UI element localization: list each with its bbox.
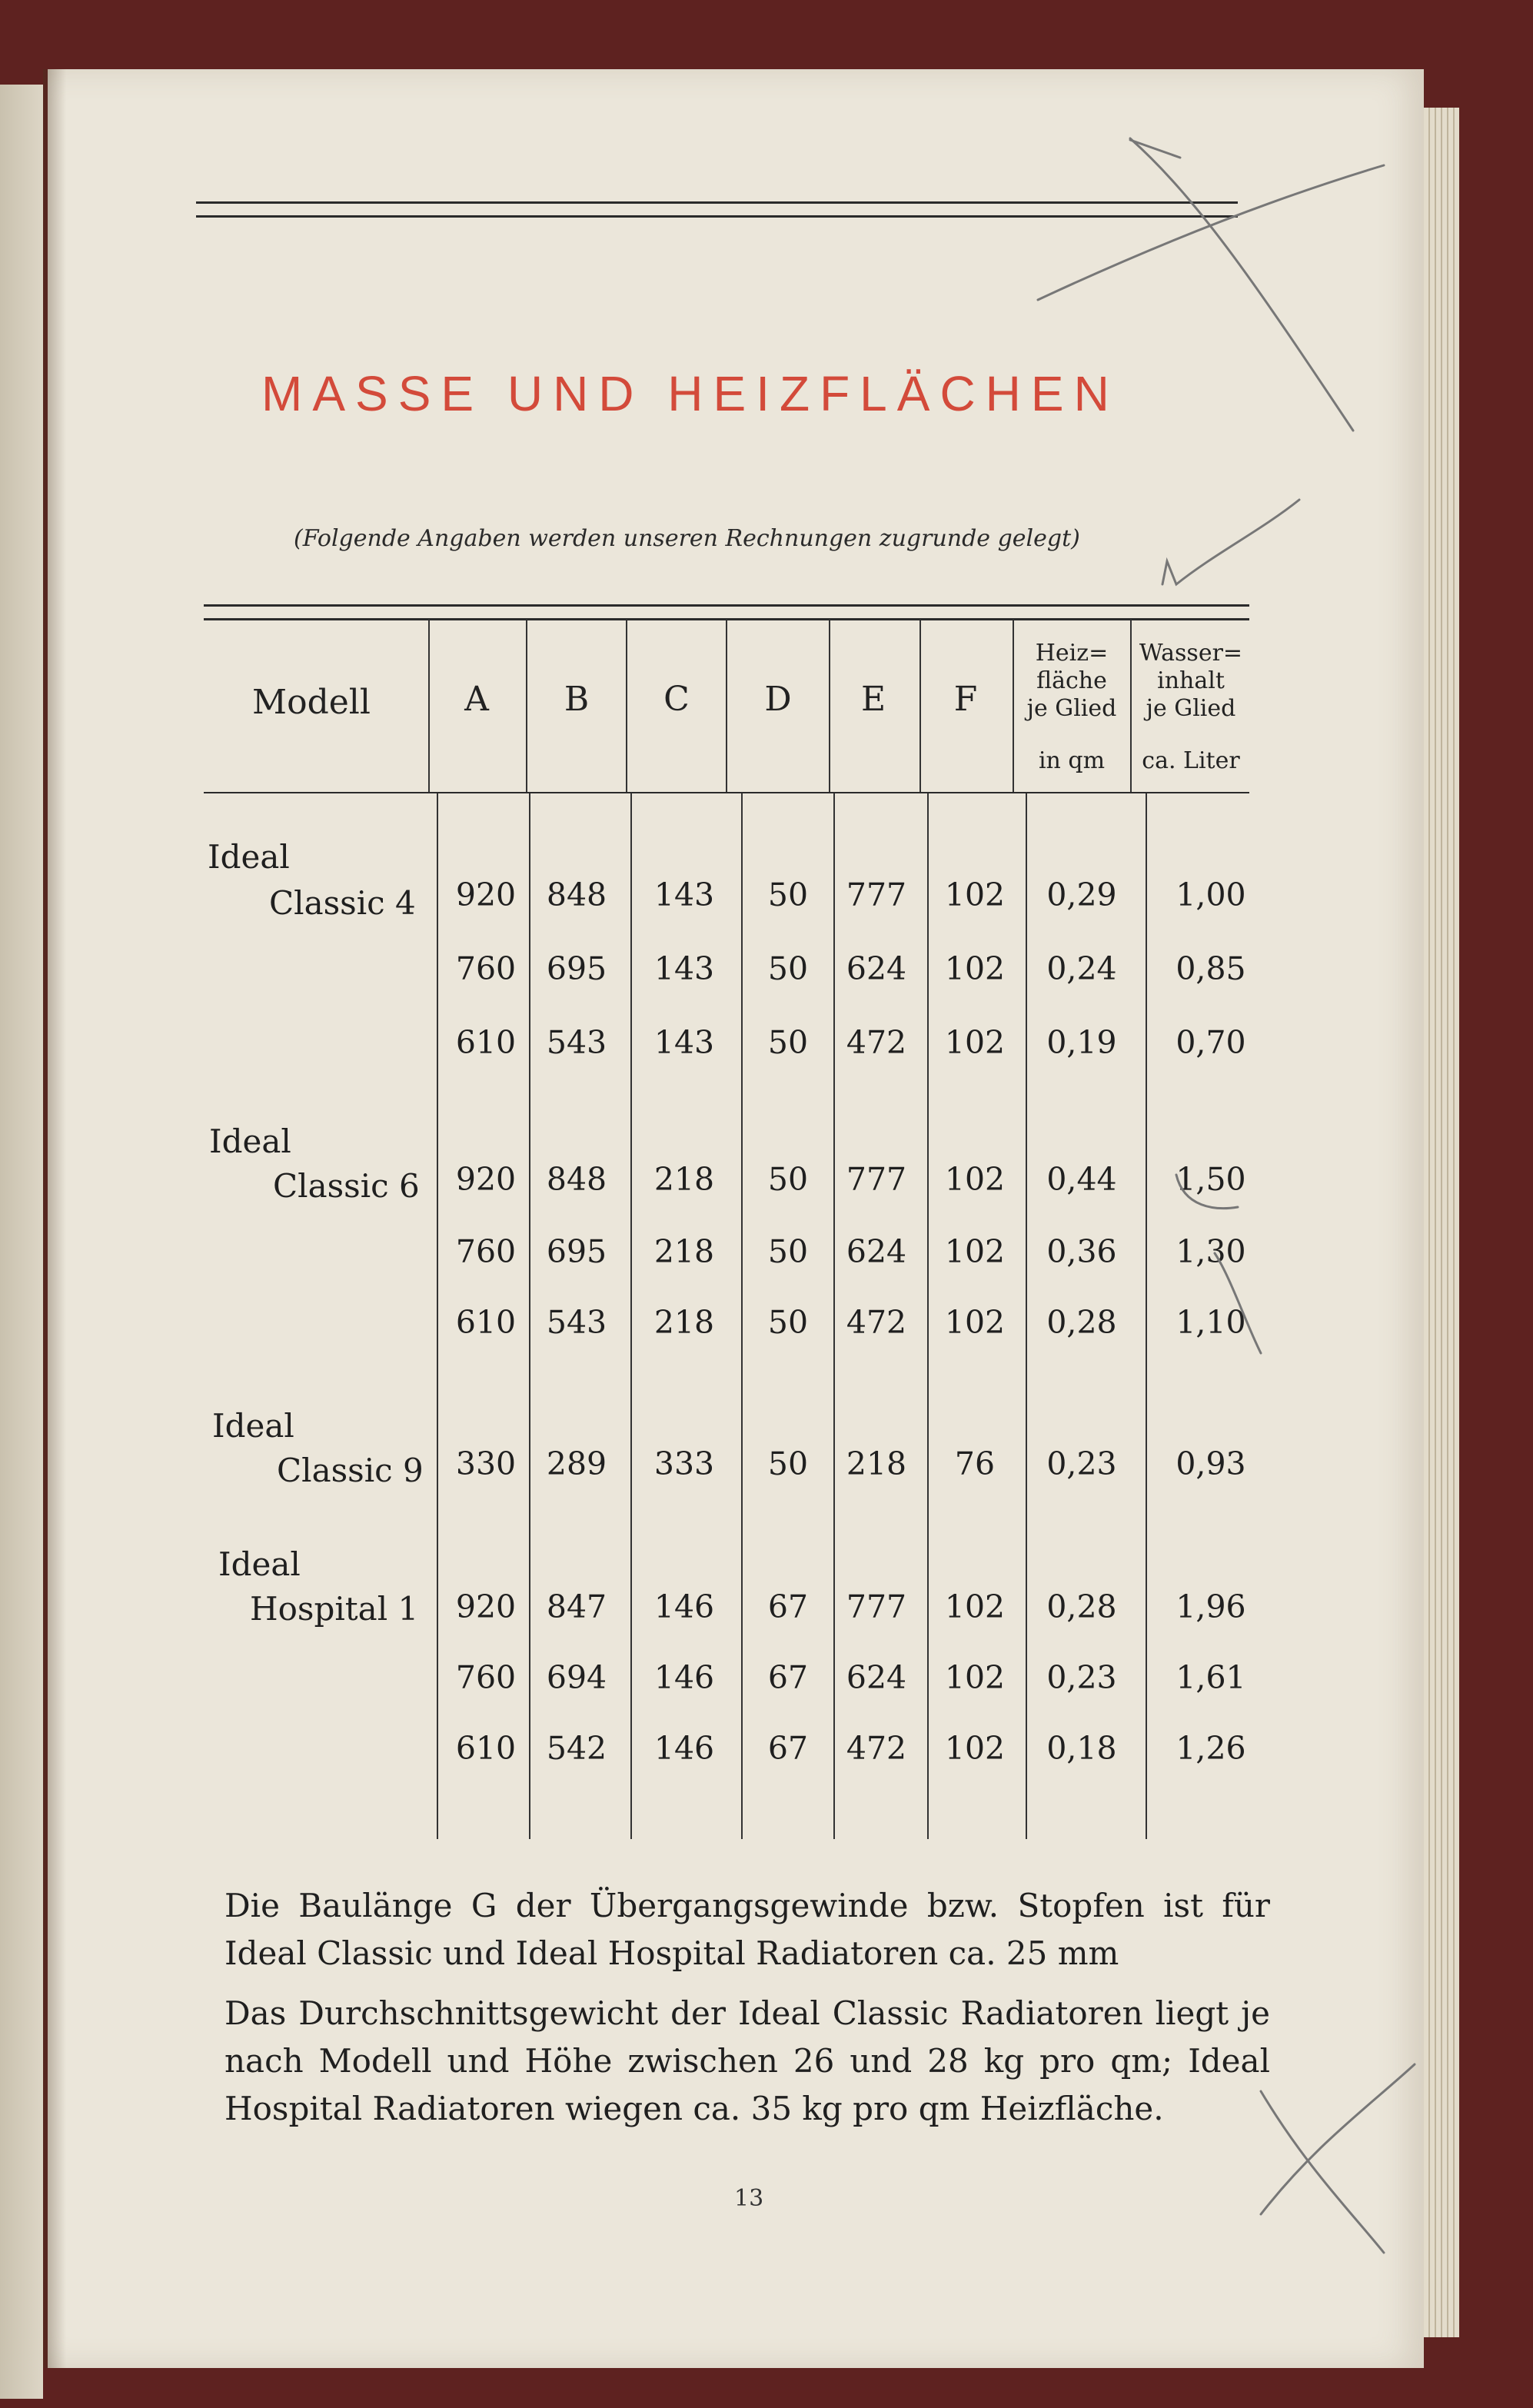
table-cell: 0,28: [1046, 1304, 1117, 1341]
model-name-line2: Classic 6: [273, 1167, 420, 1205]
table-cell: 0,28: [1046, 1588, 1117, 1625]
header-heiz-line3: je Glied: [1026, 695, 1117, 722]
table-cell: 102: [944, 876, 1006, 913]
table-cell: 0,44: [1046, 1161, 1117, 1198]
header-d: D: [764, 680, 792, 719]
spine-shadow: [43, 69, 66, 2368]
header-e: E: [860, 680, 886, 719]
column-divider: [927, 793, 929, 1839]
header-divider: [526, 620, 527, 792]
table-cell: 289: [546, 1445, 607, 1482]
header-divider: [1130, 620, 1132, 792]
table-cell: 102: [944, 1024, 1006, 1061]
table-cell: 847: [546, 1588, 607, 1625]
table-cell: 50: [767, 1024, 809, 1061]
model-name-line1: Ideal: [208, 838, 290, 876]
table-cell: 146: [653, 1659, 715, 1696]
header-f: F: [953, 680, 978, 719]
table-cell: 1,96: [1176, 1588, 1246, 1625]
model-name-line1: Ideal: [218, 1545, 301, 1583]
table-cell: 610: [455, 1730, 517, 1767]
page-stack-edges: [1424, 108, 1459, 2337]
header-divider: [626, 620, 627, 792]
table-cell: 146: [653, 1588, 715, 1625]
table-cell: 543: [546, 1304, 607, 1341]
table-cell: 610: [455, 1024, 517, 1061]
header-divider: [1013, 620, 1014, 792]
table-cell: 920: [455, 1588, 517, 1625]
table-cell: 694: [546, 1659, 607, 1696]
table-cell: 0,23: [1046, 1659, 1117, 1696]
table-cell: 695: [546, 1233, 607, 1270]
table-cell: 50: [767, 1161, 809, 1198]
table-cell: 0,85: [1176, 950, 1246, 987]
table-cell: 848: [546, 1161, 607, 1198]
table-cell: 920: [455, 1161, 517, 1198]
table-cell: 50: [767, 1304, 809, 1341]
table-cell: 0,29: [1046, 876, 1117, 913]
table-cell: 1,30: [1176, 1233, 1246, 1270]
page-subtitle: (Folgende Angaben werden unseren Rechnungen zugrunde gelegt): [294, 525, 1080, 552]
header-modell: Modell: [252, 683, 371, 722]
table-cell: 76: [954, 1445, 996, 1482]
table-cell: 920: [455, 876, 517, 913]
header-heiz-unit: in qm: [1038, 747, 1106, 774]
table-cell: 146: [653, 1730, 715, 1767]
header-divider: [428, 620, 430, 792]
table-cell: 0,24: [1046, 950, 1117, 987]
column-divider: [1026, 793, 1027, 1839]
header-wasser-unit: ca. Liter: [1142, 747, 1240, 774]
header-b: B: [564, 680, 590, 719]
table-cell: 330: [455, 1445, 517, 1482]
table-cell: 0,70: [1176, 1024, 1246, 1061]
table-cell: 1,61: [1176, 1659, 1246, 1696]
table-cell: 143: [653, 1024, 715, 1061]
table-cell: 218: [653, 1161, 715, 1198]
table-cell: 102: [944, 1588, 1006, 1625]
table-cell: 695: [546, 950, 607, 987]
table-cell: 760: [455, 1659, 517, 1696]
header-divider: [829, 620, 830, 792]
header-a: A: [464, 680, 489, 719]
header-heiz-line1: Heiz=: [1035, 640, 1109, 667]
header-wasser-line3: je Glied: [1146, 695, 1236, 722]
table-cell: 50: [767, 876, 809, 913]
table-cell: 543: [546, 1024, 607, 1061]
table-cell: 102: [944, 1161, 1006, 1198]
table-cell: 1,26: [1176, 1730, 1246, 1767]
table-cell: 777: [846, 1588, 907, 1625]
table-cell: 67: [767, 1659, 809, 1696]
table-cell: 50: [767, 950, 809, 987]
header-heiz-line2: fläche: [1036, 667, 1107, 694]
table-cell: 1,50: [1176, 1161, 1246, 1198]
table-cell: 1,10: [1176, 1304, 1246, 1341]
table-cell: 472: [846, 1024, 907, 1061]
table-cell: 0,19: [1046, 1024, 1117, 1061]
top-rule-1: [196, 201, 1238, 204]
table-cell: 472: [846, 1730, 907, 1767]
column-divider: [833, 793, 835, 1839]
table-cell: 0,36: [1046, 1233, 1117, 1270]
column-divider: [1146, 793, 1147, 1839]
table-top-rule-1: [204, 604, 1249, 607]
header-wasser-line1: Wasser=: [1139, 640, 1243, 667]
top-rule-2: [196, 215, 1238, 218]
table-cell: 848: [546, 876, 607, 913]
column-divider: [630, 793, 632, 1839]
table-cell: 1,00: [1176, 876, 1246, 913]
table-cell: 542: [546, 1730, 607, 1767]
table-cell: 624: [846, 1233, 907, 1270]
table-cell: 218: [653, 1233, 715, 1270]
table-cell: 102: [944, 1304, 1006, 1341]
column-divider: [529, 793, 530, 1839]
table-cell: 50: [767, 1233, 809, 1270]
column-divider: [741, 793, 743, 1839]
table-cell: 102: [944, 1730, 1006, 1767]
column-divider: [437, 793, 438, 1839]
table-cell: 0,18: [1046, 1730, 1117, 1767]
table-cell: 333: [653, 1445, 715, 1482]
table-cell: 143: [653, 950, 715, 987]
header-wasser-line2: inhalt: [1157, 667, 1225, 694]
header-divider: [726, 620, 727, 792]
header-c: C: [663, 680, 690, 719]
table-cell: 67: [767, 1730, 809, 1767]
table-cell: 218: [846, 1445, 907, 1482]
table-header-rule: [204, 792, 1249, 793]
model-name-line1: Ideal: [212, 1407, 294, 1445]
page-title: MASSE UND HEIZFLÄCHEN: [261, 366, 1119, 421]
table-cell: 0,93: [1176, 1445, 1246, 1482]
table-cell: 0,23: [1046, 1445, 1117, 1482]
table-cell: 624: [846, 1659, 907, 1696]
note-baulaenge: Die Baulänge G der Übergangsgewinde bzw. Stopfen ist für Ideal Classic und Ideal Hospital Radiatoren ca. 25 mm: [224, 1887, 1270, 1972]
note-gewicht: Das Durchschnittsgewicht der Ideal Classic Radiatoren liegt je nach Modell und Höhe zwischen 26 und 28 kg pro qm; Ideal Hospital Radiatoren wiegen ca. 35 kg pro qm Heizfläche.: [224, 1994, 1270, 2127]
table-cell: 67: [767, 1588, 809, 1625]
model-name-line2: Classic 9: [277, 1452, 424, 1489]
table-cell: 472: [846, 1304, 907, 1341]
header-divider: [919, 620, 921, 792]
previous-page-edge: [0, 85, 43, 2399]
table-cell: 102: [944, 1233, 1006, 1270]
table-cell: 777: [846, 876, 907, 913]
table-cell: 760: [455, 950, 517, 987]
table-cell: 610: [455, 1304, 517, 1341]
table-cell: 624: [846, 950, 907, 987]
table-cell: 777: [846, 1161, 907, 1198]
table-cell: 102: [944, 950, 1006, 987]
table-cell: 760: [455, 1233, 517, 1270]
page-number: 13: [734, 2185, 764, 2212]
model-name-line2: Hospital 1: [250, 1590, 419, 1628]
table-cell: 218: [653, 1304, 715, 1341]
table-cell: 143: [653, 876, 715, 913]
model-name-line2: Classic 4: [269, 884, 416, 922]
table-cell: 50: [767, 1445, 809, 1482]
model-name-line1: Ideal: [209, 1123, 291, 1160]
table-cell: 102: [944, 1659, 1006, 1696]
